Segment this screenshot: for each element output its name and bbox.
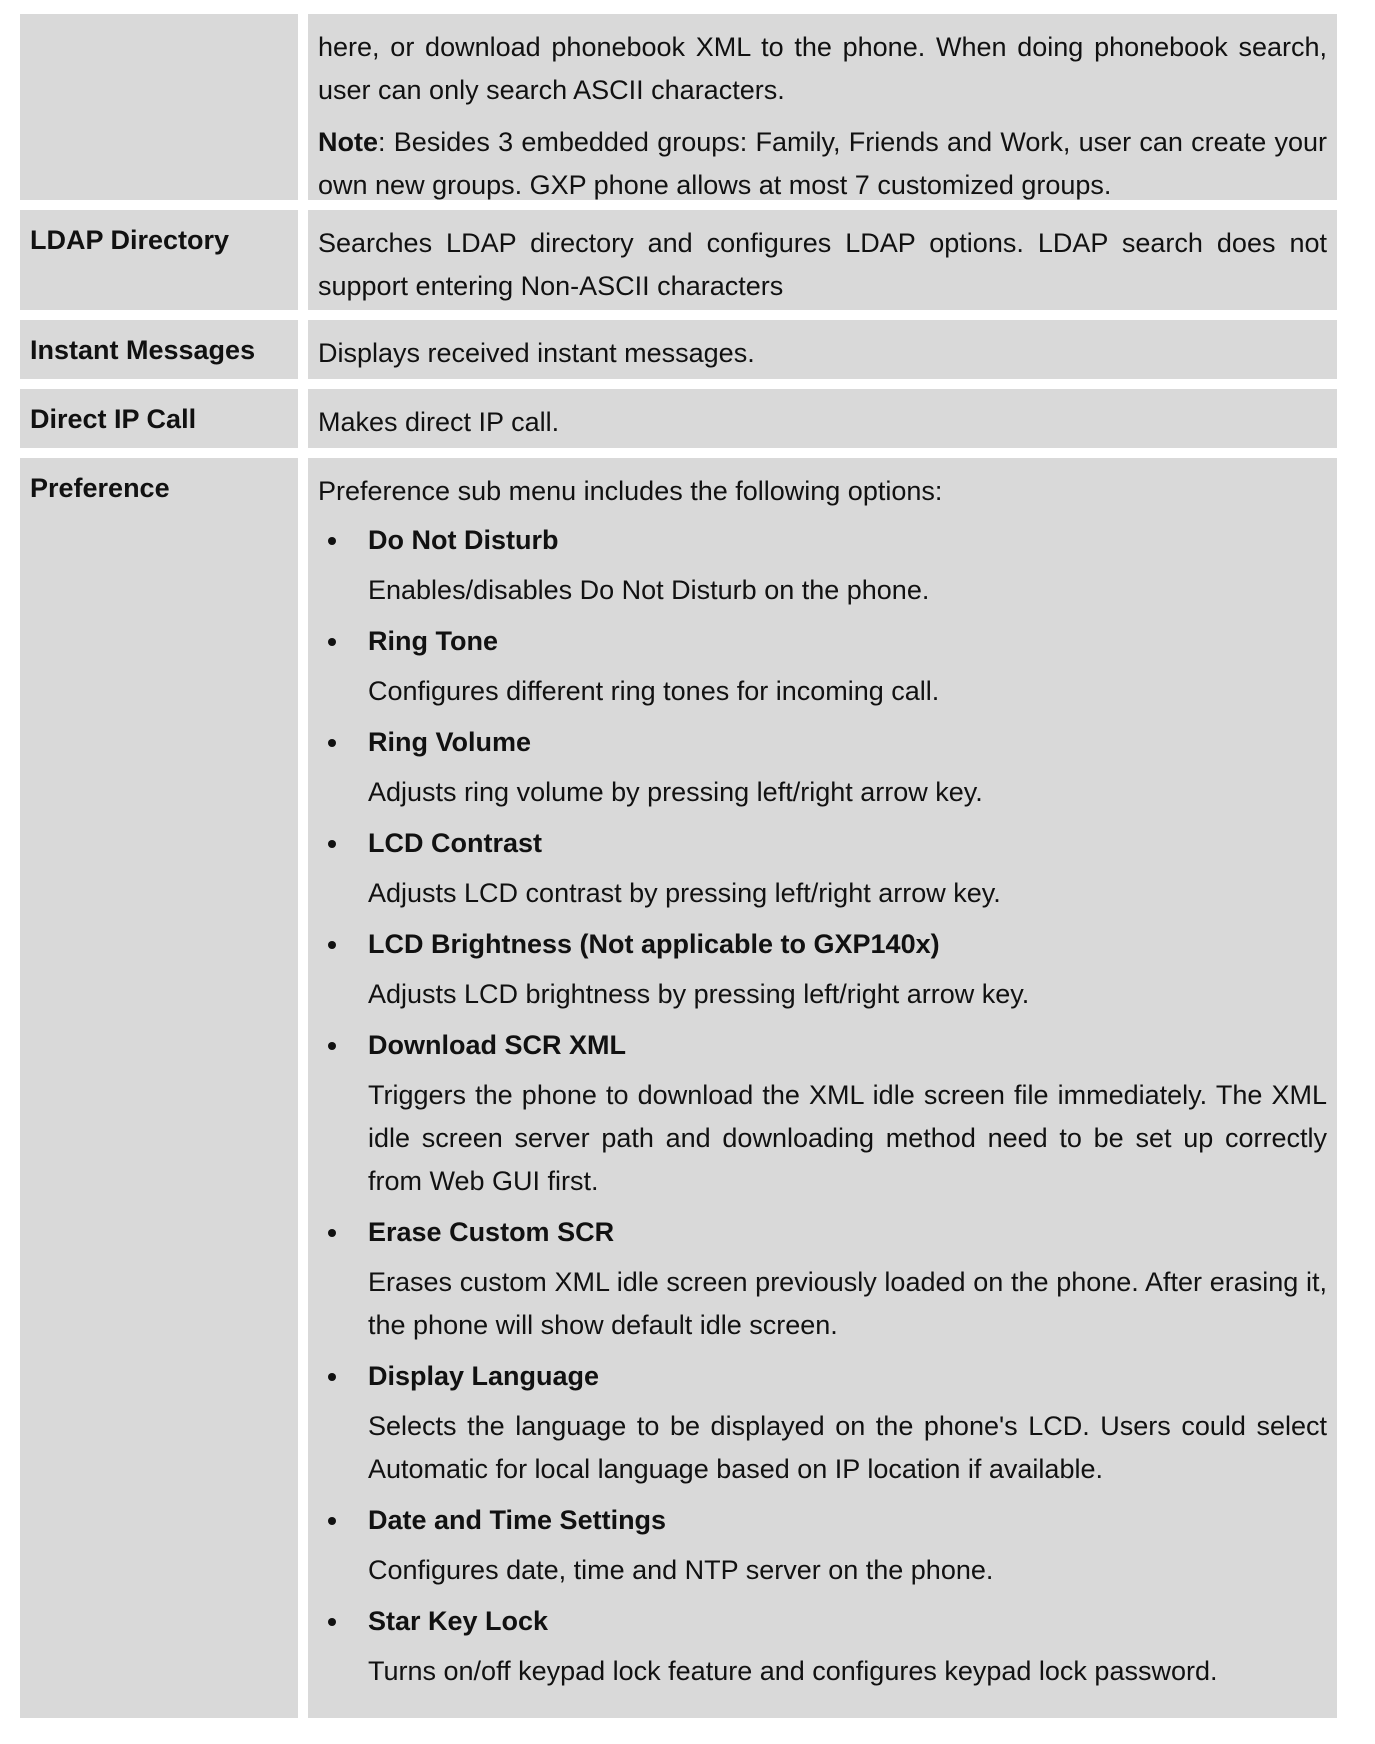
row-content-ldap-directory	[308, 210, 1337, 310]
row-label-preference: Preference	[20, 458, 298, 1718]
bullet-icon	[328, 1517, 336, 1525]
option-description: Adjusts LCD brightness by pressing left/right arrow key.	[368, 979, 1030, 1009]
option-title: Display Language	[368, 1361, 600, 1391]
option-lcd-contrast	[318, 822, 1327, 915]
option-star-key-lock	[318, 1600, 1327, 1693]
option-title: Ring Volume	[368, 727, 532, 757]
option-title: Do Not Disturb	[368, 525, 559, 555]
option-description: Erases custom XML idle screen previously loaded on the phone. After erasing it, the phone will show default idle screen.	[368, 1267, 1327, 1340]
note-label: Note	[318, 127, 378, 157]
row-label-instant-messages: Instant Messages	[20, 320, 298, 379]
option-title: Download SCR XML	[368, 1030, 626, 1060]
row-content-preference	[308, 458, 1337, 1718]
option-description: Configures date, time and NTP server on the phone.	[368, 1555, 994, 1585]
row-content-phonebook-continued	[308, 14, 1337, 200]
row-label-direct-ip-call: Direct IP Call	[20, 389, 298, 448]
option-ring-tone	[318, 620, 1327, 713]
option-display-language	[318, 1355, 1327, 1491]
option-title: Erase Custom SCR	[368, 1217, 615, 1247]
direct-ip-call-text: Makes direct IP call.	[318, 407, 560, 437]
bullet-icon	[328, 1618, 336, 1626]
option-description: Configures different ring tones for incoming call.	[368, 676, 940, 706]
row-content-direct-ip-call	[308, 389, 1337, 448]
option-description: Adjusts LCD contrast by pressing left/right arrow key.	[368, 878, 1001, 908]
option-description: Selects the language to be displayed on the phone's LCD. Users could select Automatic for local language based on IP location if available.	[368, 1411, 1327, 1484]
option-ring-volume	[318, 721, 1327, 814]
option-description: Turns on/off keypad lock feature and configures keypad lock password.	[368, 1656, 1218, 1686]
note-text: : Besides 3 embedded groups: Family, Friends and Work, user can create your own new groups. GXP phone allows at most 7 customized groups.	[318, 127, 1327, 200]
option-title: Ring Tone	[368, 626, 498, 656]
option-do-not-disturb	[318, 519, 1327, 612]
bullet-icon	[328, 1229, 336, 1237]
preference-options-list	[318, 519, 1327, 1693]
option-lcd-brightness	[318, 923, 1327, 1016]
option-description: Triggers the phone to download the XML idle screen file immediately. The XML idle screen server path and downloading method need to be set up correctly from Web GUI first.	[368, 1080, 1327, 1196]
option-description: Adjusts ring volume by pressing left/right arrow key.	[368, 777, 983, 807]
option-title: Date and Time Settings	[368, 1505, 667, 1535]
row-label-phonebook-continued	[20, 14, 298, 200]
bullet-icon	[328, 840, 336, 848]
row-label-ldap-directory: LDAP Directory	[20, 210, 298, 310]
instant-messages-text: Displays received instant messages.	[318, 338, 755, 368]
option-download-scr-xml	[318, 1024, 1327, 1203]
option-description: Enables/disables Do Not Disturb on the phone.	[368, 575, 930, 605]
row-content-instant-messages	[308, 320, 1337, 379]
bullet-icon	[328, 739, 336, 747]
option-erase-custom-scr	[318, 1211, 1327, 1347]
phonebook-continued-text: here, or download phonebook XML to the phone. When doing phonebook search, user can only search ASCII characters.	[318, 32, 1327, 105]
option-title: LCD Contrast	[368, 828, 542, 858]
ldap-directory-text: Searches LDAP directory and configures LDAP options. LDAP search does not support entering Non-ASCII characters	[318, 228, 1327, 301]
bullet-icon	[328, 638, 336, 646]
bullet-icon	[328, 1373, 336, 1381]
option-date-and-time-settings	[318, 1499, 1327, 1592]
option-title: LCD Brightness (Not applicable to GXP140x)	[368, 929, 940, 959]
option-title: Star Key Lock	[368, 1606, 549, 1636]
bullet-icon	[328, 537, 336, 545]
preference-intro: Preference sub menu includes the following options:	[318, 476, 943, 506]
bullet-icon	[328, 1042, 336, 1050]
phonebook-note	[318, 121, 1327, 207]
bullet-icon	[328, 941, 336, 949]
